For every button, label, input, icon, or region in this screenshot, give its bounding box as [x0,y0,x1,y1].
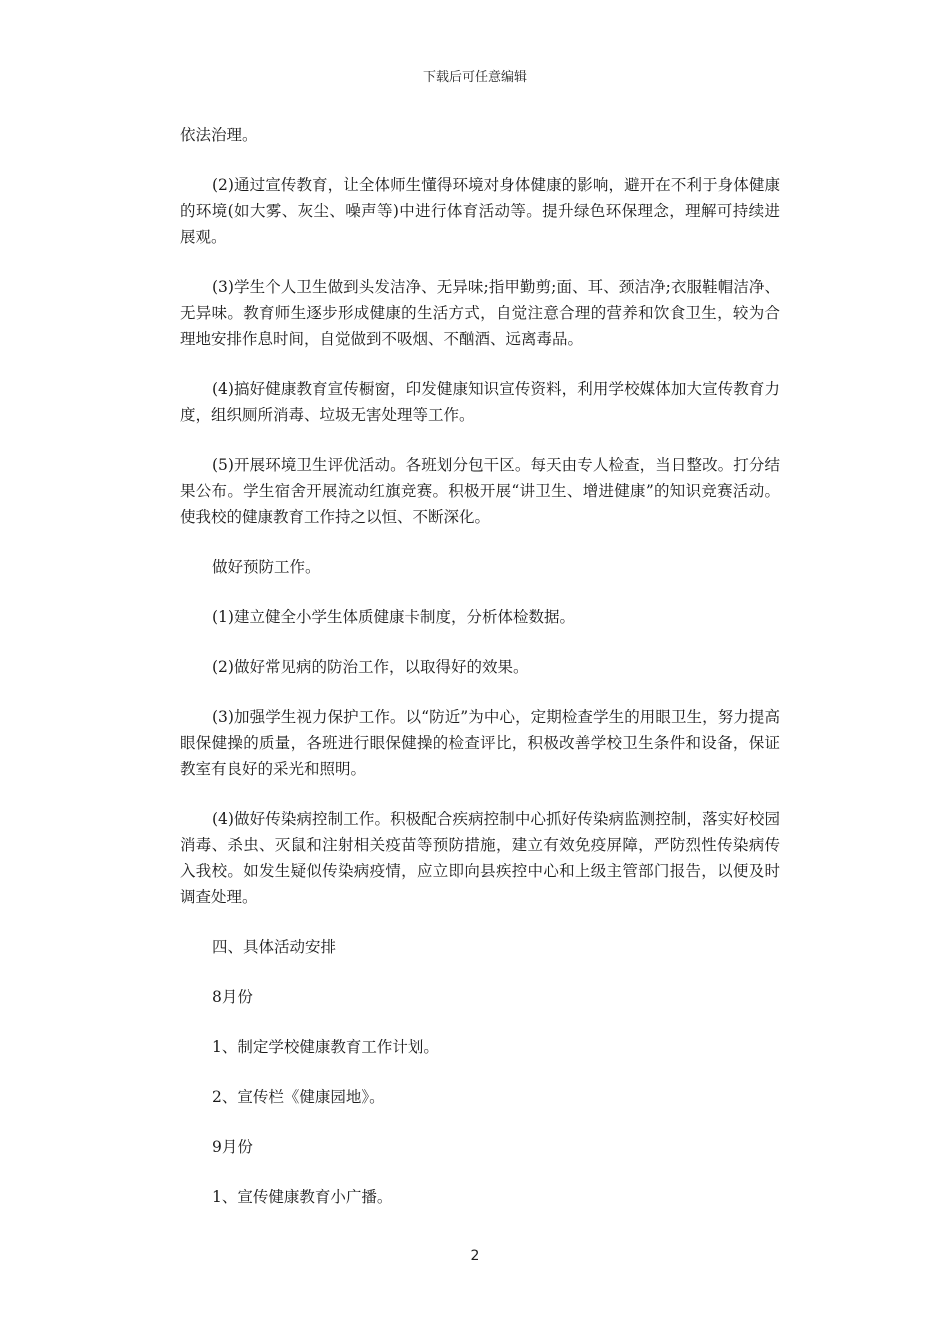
page-number: 2 [470,1248,480,1264]
section-activities-heading: 四、具体活动安排 [212,938,337,956]
paragraph-8: (2)做好常见病的防治工作，以取得好的效果。 [212,658,529,676]
paragraph-10: (4)做好传染病控制工作。积极配合疾病控制中心抓好传染病监测控制，落实好校园消毒、杀虫、灭鼠和注射相关疫苗等预防措施，建立有效免疫屏障，严防烈性传染病传入我校。如发生疑似传染病疫情，应立即向县疾控中心和上级主管部门报告，以便及时调查处理。 [180,810,780,906]
month-september: 9月份 [212,1138,253,1156]
list-item: 1、制定学校健康教育工作计划。 [212,1038,439,1056]
paragraph-7: (1)建立健全小学生体质健康卡制度，分析体检数据。 [212,608,575,626]
paragraph-4: (4)搞好健康教育宣传橱窗，印发健康知识宣传资料，利用学校媒体加大宣传教育力度，组织厕所消毒、垃圾无害处理等工作。 [180,380,780,424]
list-item: 2、宣传栏《健康园地》。 [212,1088,385,1106]
paragraph-3: (3)学生个人卫生做到头发洁净、无异味;指甲勤剪;面、耳、颈洁净;衣服鞋帽洁净、无异味。教育师生逐步形成健康的生活方式，自觉注意合理的营养和饮食卫生，较为合理地安排作息时间，自觉做到不吸烟、不酗酒、远离毒品。 [180,278,780,348]
document-body [180,122,780,1234]
paragraph-9: (3)加强学生视力保护工作。以“防近”为中心，定期检查学生的用眼卫生，努力提高眼保健操的质量，各班进行眼保健操的检查评比，积极改善学校卫生条件和设备，保证教室有良好的采光和照明。 [180,708,780,778]
section-prevention-heading: 做好预防工作。 [212,558,321,576]
paragraph-1: 依法治理。 [180,126,258,144]
month-august: 8月份 [212,988,253,1006]
list-item: 1、宣传健康教育小广播。 [212,1188,393,1206]
page-header: 下载后可任意编辑 [422,70,527,85]
paragraph-5: (5)开展环境卫生评优活动。各班划分包干区。每天由专人检查，当日整改。打分结果公布。学生宿舍开展流动红旗竞赛。积极开展“讲卫生、增进健康”的知识竞赛活动。使我校的健康教育工作持之以恒、不断深化。 [180,456,780,526]
paragraph-2: (2)通过宣传教育，让全体师生懂得环境对身体健康的影响，避开在不利于身体健康的环境(如大雾、灰尘、噪声等)中进行体育活动等。提升绿色环保理念，理解可持续进展观。 [180,176,780,246]
